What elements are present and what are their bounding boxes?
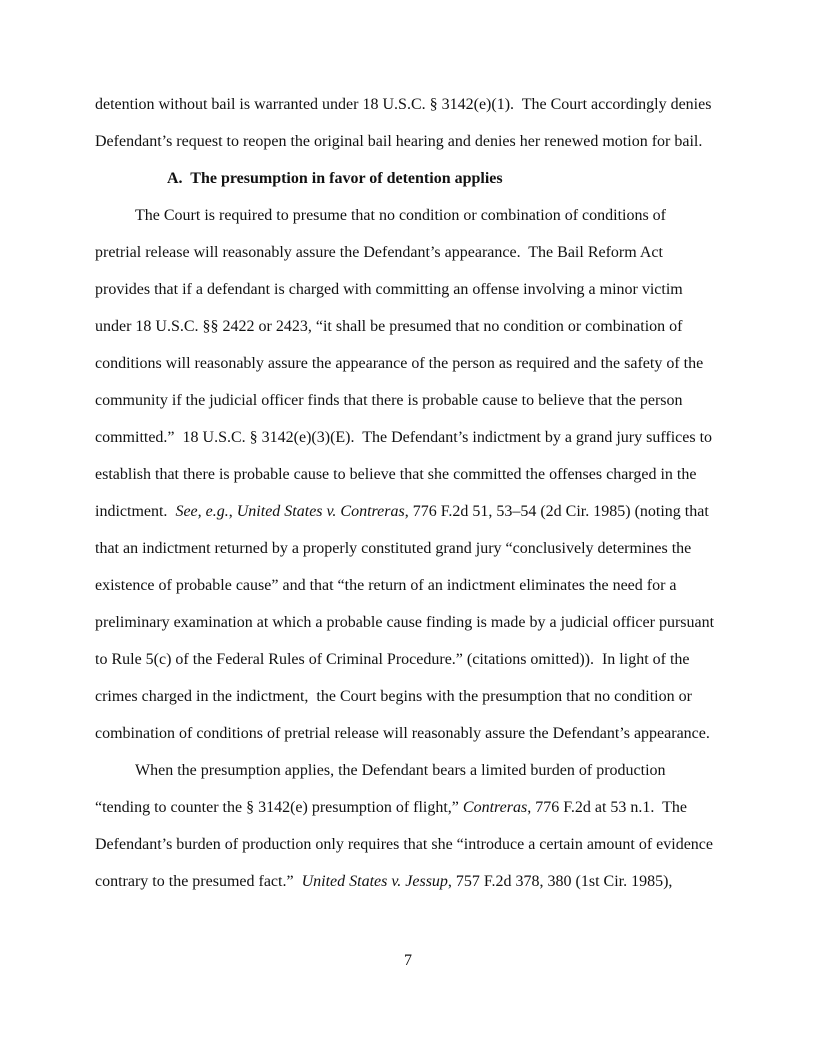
text-segment: pretrial release will reasonably assure the Defendant’s appearance. The Bail Reform Act [95, 244, 663, 261]
text-line [95, 493, 735, 530]
text-segment: A. The presumption in favor of detention applies [167, 170, 503, 187]
text-segment: preliminary examination at which a probable cause finding is made by a judicial officer pursuant [95, 614, 715, 631]
text-segment: United States v. Contreras [236, 503, 405, 520]
text-line [95, 382, 735, 419]
text-line [95, 530, 735, 567]
text-line [95, 752, 735, 789]
text-segment: to Rule 5(c) of the Federal Rules of Criminal Procedure.” (citations omitted)). In light of the [95, 651, 690, 668]
text-segment: establish that there is probable cause to believe that she committed the offenses charged in the [95, 466, 697, 483]
text-line [95, 789, 735, 826]
text-segment: See, e.g. [175, 503, 229, 520]
text-line [95, 308, 735, 345]
text-segment: contrary to the presumed fact.” [95, 873, 302, 890]
section-heading [95, 160, 735, 197]
text-segment: community if the judicial officer finds that there is probable cause to believe that the person [95, 392, 683, 409]
text-segment: detention without bail is warranted under 18 U.S.C. § 3142(e)(1). The Court accordingly denies [95, 96, 712, 113]
text-line [95, 456, 735, 493]
text-line [95, 604, 735, 641]
text-segment: existence of probable cause” and that “the return of an indictment eliminates the need for a [95, 577, 677, 594]
text-segment: Contreras [462, 799, 528, 816]
text-segment: under 18 U.S.C. §§ 2422 or 2423, “it shall be presumed that no condition or combination of [95, 318, 683, 335]
text-segment: that an indictment returned by a properly constituted grand jury “conclusively determines the [95, 540, 692, 557]
text-segment: indictment. [95, 503, 176, 520]
text-line [95, 345, 735, 382]
text-segment: , 757 F.2d 378, 380 (1st Cir. 1985), [447, 873, 673, 890]
text-line [95, 271, 735, 308]
text-segment: conditions will reasonably assure the appearance of the person as required and the safety of the [95, 355, 704, 372]
text-segment: , 776 F.2d at 53 n.1. The [527, 799, 687, 816]
text-segment: United States v. Jessup [301, 873, 448, 890]
text-segment: When the presumption applies, the Defendant bears a limited burden of production [135, 762, 666, 779]
text-line [95, 863, 735, 900]
text-segment: The Court is required to presume that no condition or combination of conditions of [135, 207, 667, 224]
page-number: 7 [404, 952, 412, 969]
text-segment: Defendant’s burden of production only requires that she “introduce a certain amount of evidence [95, 836, 713, 853]
text-segment: Defendant’s request to reopen the original bail hearing and denies her renewed motion for bail. [95, 133, 703, 150]
text-line [95, 567, 735, 604]
text-segment: , [228, 503, 237, 520]
text-segment: committed.” 18 U.S.C. § 3142(e)(3)(E). The Defendant’s indictment by a grand jury suffices to [95, 429, 713, 446]
text-line [95, 419, 735, 456]
document-body [95, 86, 735, 900]
text-segment: , 776 F.2d 51, 53–54 (2d Cir. 1985) (noting that [404, 503, 709, 520]
text-line [95, 715, 735, 752]
text-segment: “tending to counter the § 3142(e) presumption of flight,” [95, 799, 463, 816]
text-segment: crimes charged in the indictment, the Court begins with the presumption that no condition or [95, 688, 692, 705]
text-line [95, 86, 735, 123]
text-segment: combination of conditions of pretrial release will reasonably assure the Defendant’s appearance. [95, 725, 710, 742]
text-line [95, 123, 735, 160]
text-line [95, 826, 735, 863]
text-line [95, 197, 735, 234]
text-line [95, 678, 735, 715]
text-line [95, 234, 735, 271]
text-line [95, 641, 735, 678]
text-segment: provides that if a defendant is charged with committing an offense involving a minor victim [95, 281, 683, 298]
